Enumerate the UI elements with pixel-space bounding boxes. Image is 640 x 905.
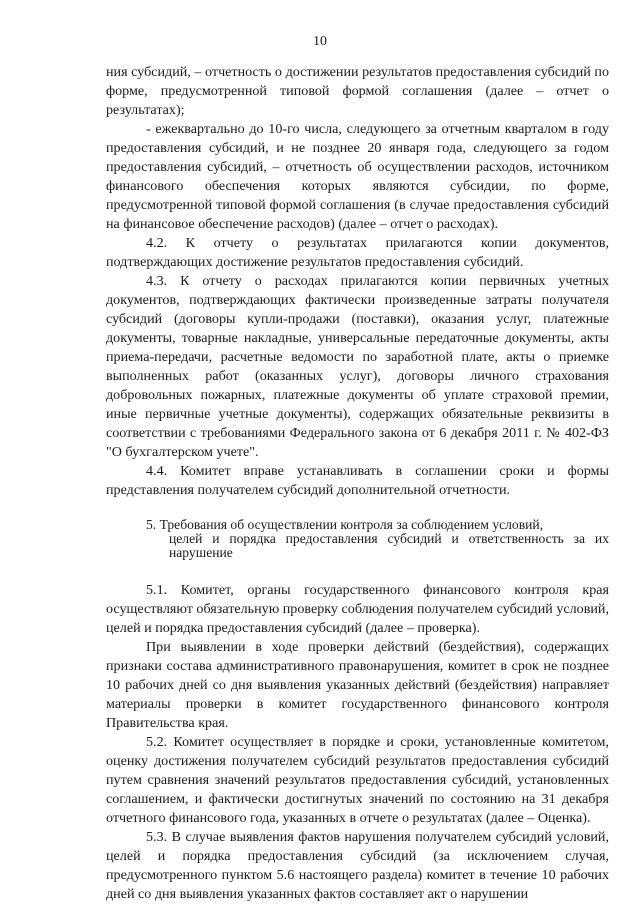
paragraph-quarterly-report: - ежеквартально до 10-го числа, следующего за отчетным кварталом в году предоставления субсидий, и не позднее 20 января года, следующего за годом предоставления субсидий, – отчетность об осуществлении расходов, источником финансового обеспечения которых являются субсидии, по форме, предусмотренной типовой формой соглашения (в случае предоставления субсидий на финансовое обеспечение расходов) (далее – отчет о расходах). bbox=[106, 121, 609, 232]
section-heading-line1: 5. Требования об осуществлении контроля за соблюдением условий, bbox=[146, 517, 544, 532]
paragraph-continuation: ния субсидий, – отчетность о достижении результатов предоставления субсидий по форме, предусмотренной типовой формой соглашения (далее – отчет о результатах); bbox=[106, 64, 609, 118]
section-heading-line2: целей и порядка предоставления субсидий и ответственность за их нарушение bbox=[169, 531, 609, 560]
paragraph-5-1: 5.1. Комитет, органы государственного финансового контроля края осуществляют обязательную проверку соблюдения получателем субсидий условий, целей и порядка предоставления субсидий (далее – проверка). bbox=[106, 582, 609, 636]
paragraph-violation-detection: При выявлении в ходе проверки действий (бездействия), содержащих признаки состава административного правонарушения, комитет в срок не позднее 10 рабочих дней со дня выявления указанных действий (бездействия) направляет материалы проверки в комитет государственного финансового контроля Правительства края. bbox=[106, 639, 609, 731]
paragraph-4-3: 4.3. К отчету о расходах прилагаются копии первичных учетных документов, подтверждающих фактически произведенные затраты получателя субсидий (договоры купли-продажи (поставки), оказания услуг, платежные документы, товарные накладные, универсальные передаточные документы, акты приема-передачи, расчетные ведомости по заработной плате, акты о приемке выполненных работ (оказанных услуг), договоры личного страхования добровольных пожарных, платежные документы об уплате страховой премии, иные первичные учетные документы), содержащих обязательные реквизиты в соответствии с требованиями Федерального закона от 6 декабря 2011 г. № 402-ФЗ "О бухгалтерском учете". bbox=[106, 273, 609, 460]
document-body bbox=[106, 63, 609, 904]
paragraph-4-4: 4.4. Комитет вправе устанавливать в соглашении сроки и формы представления получателем субсидий дополнительной отчетности. bbox=[106, 463, 609, 498]
paragraph-5-3: 5.3. В случае выявления фактов нарушения получателем субсидий условий, целей и порядка предоставления субсидий (за исключением случая, предусмотренного пунктом 5.6 настоящего раздела) комитет в течение 10 рабочих дней со дня выявления указанных фактов составляет акт о нарушении bbox=[106, 829, 609, 902]
page-number: 10 bbox=[313, 34, 327, 49]
paragraph-4-2: 4.2. К отчету о результатах прилагаются копии документов, подтверждающих достижение результатов предоставления субсидий. bbox=[106, 235, 609, 270]
paragraph-5-2: 5.2. Комитет осуществляет в порядке и сроки, установленные комитетом, оценку достижения получателем субсидий результатов предоставления субсидий путем сравнения значений результатов предоставления субсидий, установленных соглашением, и фактически достигнутых значений по состоянию на 31 декабря отчетного финансового года, указанных в отчете о результатах (далее – Оценка). bbox=[106, 734, 609, 826]
section-5-heading bbox=[146, 518, 609, 560]
